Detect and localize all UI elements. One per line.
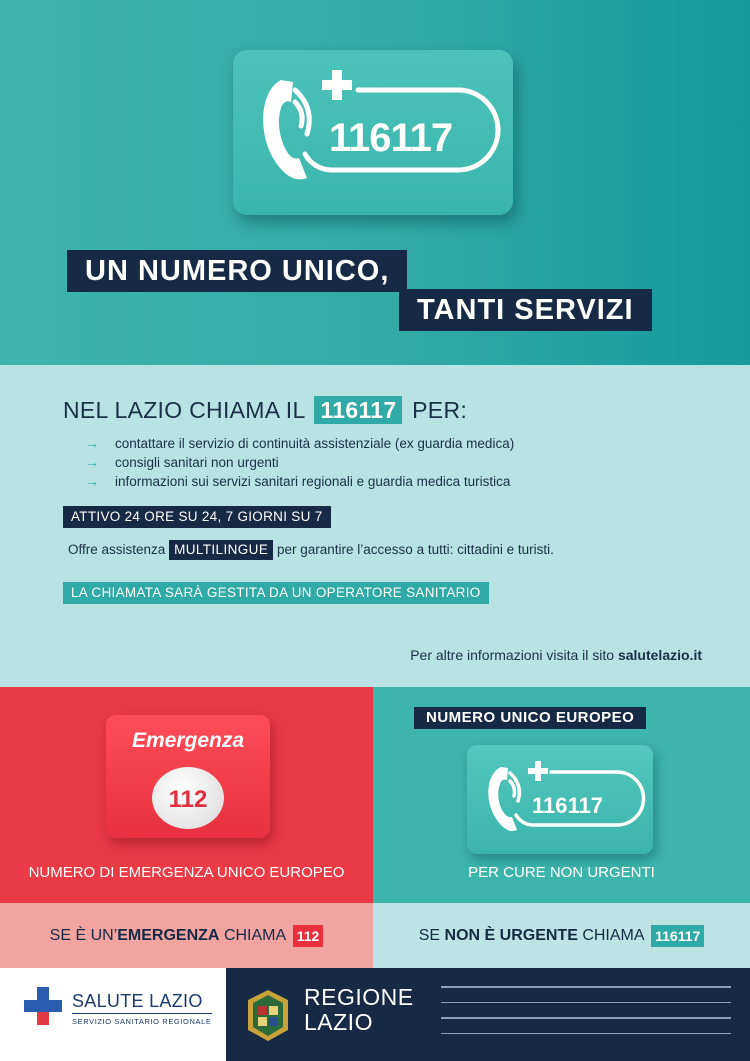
salute-lazio-cross-logo (24, 987, 62, 1025)
website-link[interactable]: salutelazio.it (617, 647, 702, 663)
service-text: consigli sanitari non urgenti (115, 455, 279, 470)
call-prefix: NEL LAZIO CHIAMA IL (63, 397, 305, 423)
emergency-number: 112 (168, 786, 208, 813)
service-text: contattare il servizio di continuità assistenziale (ex guardia medica) (115, 436, 515, 451)
call-heading (63, 396, 467, 424)
strip-prefix: SE (418, 927, 441, 944)
headline-line-2: TANTI SERVIZI (399, 289, 652, 331)
emergency-call-text (0, 903, 373, 968)
call-suffix: PER: (412, 397, 468, 423)
mini-card-number: 116117 (532, 793, 603, 818)
regione-lazio-crest-logo (244, 988, 292, 1043)
emergency-logo-card (106, 715, 270, 838)
line (441, 1033, 731, 1035)
list-item (85, 472, 514, 491)
hero-section (0, 0, 750, 365)
logo-number: 116117 (329, 116, 453, 160)
service-text: informazioni sui servizi sanitari regionali e guardia medica turistica (115, 474, 511, 489)
nue-caption: PER CURE NON URGENTI (468, 864, 655, 881)
list-item (85, 453, 514, 472)
salute-lazio-name: SALUTE LAZIO (72, 991, 203, 1011)
arrow-right-icon: → (85, 435, 99, 451)
regione-lazio-name (304, 985, 414, 1035)
line (441, 986, 731, 988)
operator-tag: LA CHIAMATA SARÀ GESTITA DA UN OPERATORE SANITARIO (63, 582, 489, 604)
multi-suffix: per garantire l’accesso a tutti: cittadini e turisti. (277, 542, 554, 557)
116117-logo-card (233, 50, 513, 215)
emergency-panel (0, 687, 373, 903)
nue-banner: NUMERO UNICO EUROPEO (414, 707, 646, 729)
multilingual-line (68, 540, 554, 560)
non-urgent-call-strip (373, 903, 750, 968)
emergency-call-strip (0, 903, 373, 968)
info-section (0, 365, 750, 687)
emergency-title: Emergenza (131, 729, 245, 752)
multi-prefix: Offre assistenza (68, 542, 166, 557)
headline-line-1: UN NUMERO UNICO, (67, 250, 407, 292)
strip-suffix: CHIAMA (223, 927, 286, 944)
number-116117-badge: 116117 (651, 925, 704, 947)
active-hours-tag: ATTIVO 24 ORE SU 24, 7 GIORNI SU 7 (63, 506, 331, 528)
salute-lazio-subtitle: SERVIZIO SANITARIO REGIONALE (72, 1017, 212, 1026)
arrow-right-icon: → (85, 473, 99, 489)
services-list (85, 434, 514, 491)
116117-mini-card (467, 745, 653, 854)
decorative-lines (441, 986, 731, 1048)
number-112-badge: 112 (293, 925, 324, 947)
strip-prefix: SE È UN’ (49, 927, 118, 944)
multilingual-highlight: MULTILINGUE (169, 540, 273, 560)
line (441, 1017, 731, 1019)
strip-bold: NON È URGENTE (444, 927, 578, 944)
salute-lazio-footer (0, 968, 226, 1061)
nue-panel (373, 687, 750, 903)
strip-bold: EMERGENZA (117, 927, 220, 944)
emergency-caption: NUMERO DI EMERGENZA UNICO EUROPEO (28, 864, 345, 881)
call-number-badge: 116117 (314, 396, 402, 424)
line (441, 1002, 731, 1004)
regione-line-1: REGIONE (304, 984, 414, 1010)
regione-line-2: LAZIO (304, 1009, 373, 1035)
non-urgent-call-text (373, 903, 750, 968)
divider (72, 1013, 212, 1014)
arrow-right-icon: → (85, 454, 99, 470)
list-item (85, 434, 514, 453)
strip-suffix: CHIAMA (582, 927, 644, 944)
emergency-circle (152, 767, 224, 829)
more-info-line (410, 647, 702, 663)
regione-lazio-footer (226, 968, 750, 1061)
more-info-prefix: Per altre informazioni visita il sito (410, 647, 615, 663)
